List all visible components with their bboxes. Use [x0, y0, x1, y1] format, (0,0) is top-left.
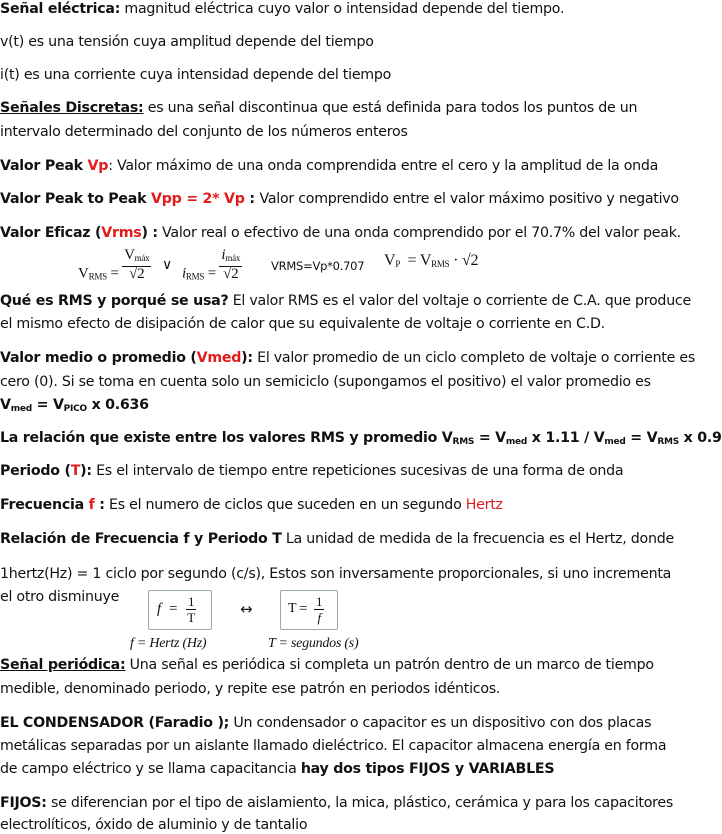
- definition-text: es una señal discontinua que está definida para todos los puntos de un: [143, 100, 638, 116]
- definition-text: se diferencian por el tipo de aislamiento, la mica, plástico, cerámica y para los capacitores: [46, 795, 674, 811]
- definition-relacion: [0, 530, 674, 548]
- definition-senales-discretas: [0, 99, 637, 117]
- frequency-formula-box: f = $\frac{1}{T}$: [148, 590, 212, 630]
- period-caption: T = segundos (s): [268, 636, 359, 651]
- vp-formula: $V_P = V_{RMS} \cdot √2$: [384, 252, 479, 269]
- irms-formula: $i_{RMS}$ = $\frac{i_{máx}}{√2}$: [182, 247, 241, 282]
- symbol: Vrms: [101, 225, 142, 241]
- vmed-formula: $V_{med} = V_{PICO}$ x 0.636: [0, 397, 149, 414]
- text-line: de campo eléctrico y se llama capacitancia hay dos tipos FIJOS y VARIABLES: [0, 761, 555, 777]
- definition-condensador: [0, 714, 651, 732]
- term: Señal periódica:: [0, 657, 126, 673]
- vrms-formula: $V_{RMS}$ = $\frac{V_{máx}}{√2}$: [78, 247, 150, 282]
- symbol: Vp: [87, 158, 109, 174]
- definition-text: Valor comprendido entre el valor máximo positivo y negativo: [259, 191, 679, 207]
- definition-text: Una señal es periódica si completa un patrón dentro de un marco de tiempo: [125, 657, 654, 673]
- term: Frecuencia: [0, 497, 89, 513]
- definition-text: magnitud eléctrica cuyo valor o intensidad depende del tiempo.: [120, 1, 565, 17]
- term: Valor Peak: [0, 158, 88, 174]
- definition-text: El valor RMS es el valor del voltaje o corriente de C.A. que produce: [228, 293, 691, 309]
- symbol: f: [88, 497, 95, 513]
- text-line: el mismo efecto de disipación de calor que su equivalente de voltaje o corriente en C.D.: [0, 316, 605, 332]
- term: Señal eléctrica:: [0, 1, 121, 17]
- term: EL CONDENSADOR (Faradio );: [0, 715, 230, 731]
- term: FIJOS:: [0, 795, 47, 811]
- term-close: ):: [80, 463, 92, 479]
- definition-valor-peak: [0, 157, 658, 175]
- definition-valor-medio: [0, 349, 695, 367]
- definition-valor-peak-to-peak: [0, 190, 679, 208]
- term: Relación de Frecuencia f y Periodo T: [0, 531, 282, 547]
- term: Señales Discretas:: [0, 100, 144, 116]
- text-line: electrolíticos, óxido de aluminio y de tantalio: [0, 817, 308, 833]
- rms-formula-row: [78, 246, 638, 286]
- definition-valor-eficaz: [0, 224, 681, 242]
- term-close: :: [94, 497, 105, 513]
- unit-hertz: Hertz: [465, 497, 503, 513]
- definition-frecuencia: [0, 496, 503, 514]
- term: Valor Peak to Peak: [0, 191, 151, 207]
- capacitor-types: hay dos tipos FIJOS y VARIABLES: [300, 761, 555, 777]
- or-symbol: ∨: [162, 258, 172, 273]
- text-line: v(t) es una tensión cuya amplitud depende del tiempo: [0, 34, 374, 50]
- definition-text: Es el numero de ciclos que suceden en un segundo: [104, 497, 466, 513]
- term: Valor Eficaz (: [0, 225, 102, 241]
- symbol: Vmed: [196, 350, 242, 366]
- symbol: Vpp = 2* Vp: [150, 191, 245, 207]
- definition-text: El valor promedio de un ciclo completo de voltaje o corriente es: [252, 350, 695, 366]
- inverse-arrow: ↔: [240, 600, 253, 618]
- term-close: ):: [241, 350, 253, 366]
- text-line: 1hertz(Hz) = 1 ciclo por segundo (c/s), Estos son inversamente proporcionales, si uno incrementa: [0, 566, 672, 582]
- text-line: i(t) es una corriente cuya intensidad depende del tiempo: [0, 67, 392, 83]
- text-line: el otro disminuye: [0, 589, 120, 605]
- term: Qué es RMS y porqué se usa?: [0, 293, 229, 309]
- definition-text: Un condensador o capacitor es un dispositivo con dos placas: [229, 715, 652, 731]
- text-line: metálicas separadas por un aislante llamado dieléctrico. El capacitor almacena energía en forma: [0, 738, 667, 754]
- definition-text: : Valor máximo de una onda comprendida entre el cero y la amplitud de la onda: [108, 158, 659, 174]
- rms-promedio-relation: La relación que existe entre los valores RMS y promedio $V_{RMS} = V_{med}$ x $1.11 / V_{med} = V_{RMS}$ x 0.9: [0, 430, 722, 447]
- definition-periodo: [0, 462, 623, 480]
- definition-text: Valor real o efectivo de una onda comprendido por el 70.7% del valor peak.: [157, 225, 681, 241]
- definition-rms: [0, 292, 691, 310]
- symbol: T: [70, 463, 81, 479]
- definition-fijos: [0, 794, 673, 812]
- term: Valor medio o promedio (: [0, 350, 197, 366]
- vrms-relation: VRMS=Vp*0.707: [271, 259, 365, 273]
- term: Periodo (: [0, 463, 71, 479]
- text-line: medible, denominado periodo, y repite ese patrón en periodos idénticos.: [0, 681, 501, 697]
- text-line: intervalo determinado del conjunto de los números enteros: [0, 124, 408, 140]
- text-line: cero (0). Si se toma en cuenta solo un semiciclo (supongamos el positivo) el valor promedio es: [0, 374, 651, 390]
- definition-senal-periodica: [0, 656, 654, 674]
- frequency-caption: f = Hertz (Hz): [130, 636, 207, 651]
- term-close: ) :: [141, 225, 158, 241]
- definition-text: Es el intervalo de tiempo entre repeticiones sucesivas de una forma de onda: [91, 463, 624, 479]
- definition-senal-electrica: [0, 0, 564, 18]
- definition-text: La unidad de medida de la frecuencia es el Hertz, donde: [281, 531, 674, 547]
- colon: :: [244, 191, 260, 207]
- period-formula-box: T = $\frac{1}{f}$: [280, 590, 338, 630]
